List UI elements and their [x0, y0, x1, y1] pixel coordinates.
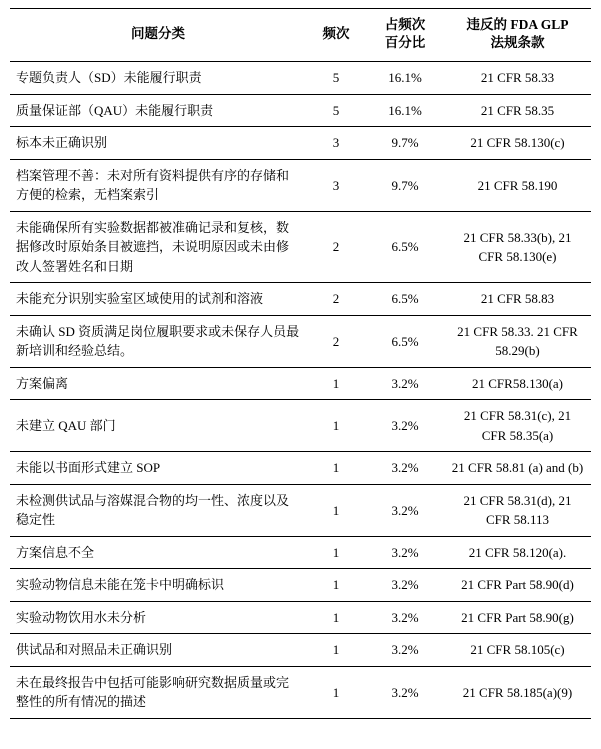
cell-frequency: 3: [306, 159, 366, 211]
table-row: [10, 62, 591, 95]
table-row: [10, 127, 591, 160]
table-row: [10, 666, 591, 718]
cell-percent: 6.5%: [366, 211, 444, 283]
cell-percent: 3.2%: [366, 634, 444, 667]
cell-category: 未检测供试品与溶媒混合物的均一性、浓度以及稳定性: [10, 484, 306, 536]
document-page: [0, 8, 601, 749]
column-header-frequency: 频次: [306, 9, 366, 62]
cell-category: 实验动物饮用水未分析: [10, 601, 306, 634]
table-row: [10, 601, 591, 634]
cell-category: 方案信息不全: [10, 536, 306, 569]
cell-category: 供试品和对照品未正确识别: [10, 634, 306, 667]
table-row: [10, 159, 591, 211]
cell-percent: 3.2%: [366, 400, 444, 452]
table-row: [10, 367, 591, 400]
cell-regulation: 21 CFR Part 58.90(g): [444, 601, 591, 634]
cell-frequency: 3: [306, 127, 366, 160]
table-row: [10, 536, 591, 569]
cell-percent: 6.5%: [366, 315, 444, 367]
column-header-percent-line1: 占频次: [384, 17, 426, 32]
table-row: [10, 452, 591, 485]
cell-percent: 6.5%: [366, 283, 444, 316]
cell-frequency: 1: [306, 634, 366, 667]
cell-category: 档案管理不善：未对所有资料提供有序的存储和方便的检索，无档案索引: [10, 159, 306, 211]
cell-regulation: 21 CFR 58.83: [444, 283, 591, 316]
cell-frequency: 1: [306, 569, 366, 602]
column-header-regulation-line1: 违反的 FDA GLP: [466, 17, 569, 32]
column-header-percent-line2: 百分比: [384, 35, 426, 51]
column-header-regulation: [444, 9, 591, 62]
cell-category: 标本未正确识别: [10, 127, 306, 160]
cell-frequency: 1: [306, 367, 366, 400]
cell-regulation: 21 CFR Part 58.90(d): [444, 569, 591, 602]
column-header-percent: [366, 9, 444, 62]
cell-percent: 3.2%: [366, 452, 444, 485]
cell-category: 未确认 SD 资质满足岗位履职要求或未保存人员最新培训和经验总结。: [10, 315, 306, 367]
table-row: [10, 634, 591, 667]
cell-frequency: 1: [306, 666, 366, 718]
table-row: [10, 315, 591, 367]
cell-category: 未能确保所有实验数据都被准确记录和复核，数据修改时原始条目被遮挡，未说明原因或未由修改人签署姓名和日期: [10, 211, 306, 283]
cell-regulation: 21 CFR 58.31(d), 21 CFR 58.113: [444, 484, 591, 536]
cell-regulation: 21 CFR 58.120(a).: [444, 536, 591, 569]
cell-regulation: 21 CFR 58.33: [444, 62, 591, 95]
cell-frequency: 1: [306, 400, 366, 452]
cell-category: 未能以书面形式建立 SOP: [10, 452, 306, 485]
cell-regulation: 21 CFR 58.130(c): [444, 127, 591, 160]
column-header-regulation-line2: 法规条款: [490, 35, 545, 51]
cell-regulation: 21 CFR 58.31(c), 21 CFR 58.35(a): [444, 400, 591, 452]
cell-percent: 9.7%: [366, 127, 444, 160]
cell-category: 未在最终报告中包括可能影响研究数据质量或完整性的所有情况的描述: [10, 666, 306, 718]
cell-category: 未建立 QAU 部门: [10, 400, 306, 452]
table-row: [10, 484, 591, 536]
cell-frequency: 1: [306, 452, 366, 485]
cell-frequency: 1: [306, 536, 366, 569]
table-body: [10, 62, 591, 719]
cell-percent: 9.7%: [366, 159, 444, 211]
cell-regulation: 21 CFR 58.33(b), 21 CFR 58.130(e): [444, 211, 591, 283]
table-header-row: [10, 9, 591, 62]
cell-category: 专题负责人（SD）未能履行职责: [10, 62, 306, 95]
cell-frequency: 2: [306, 283, 366, 316]
cell-percent: 3.2%: [366, 484, 444, 536]
cell-category: 方案偏离: [10, 367, 306, 400]
cell-percent: 3.2%: [366, 601, 444, 634]
cell-regulation: 21 CFR 58.190: [444, 159, 591, 211]
cell-percent: 16.1%: [366, 62, 444, 95]
cell-frequency: 1: [306, 601, 366, 634]
cell-frequency: 1: [306, 484, 366, 536]
table-row: [10, 94, 591, 127]
table-row: [10, 283, 591, 316]
table-row: [10, 400, 591, 452]
cell-regulation: 21 CFR 58.105(c): [444, 634, 591, 667]
cell-percent: 3.2%: [366, 367, 444, 400]
column-header-category: 问题分类: [10, 9, 306, 62]
cell-category: 实验动物信息未能在笼卡中明确标识: [10, 569, 306, 602]
cell-percent: 3.2%: [366, 536, 444, 569]
cell-regulation: 21 CFR 58.81 (a) and (b): [444, 452, 591, 485]
cell-category: 未能充分识别实验室区域使用的试剂和溶液: [10, 283, 306, 316]
findings-table: [10, 8, 591, 719]
cell-regulation: 21 CFR 58.35: [444, 94, 591, 127]
cell-percent: 16.1%: [366, 94, 444, 127]
table-row: [10, 211, 591, 283]
cell-percent: 3.2%: [366, 666, 444, 718]
cell-frequency: 2: [306, 211, 366, 283]
table-header: [10, 9, 591, 62]
cell-frequency: 5: [306, 94, 366, 127]
cell-frequency: 2: [306, 315, 366, 367]
cell-frequency: 5: [306, 62, 366, 95]
cell-regulation: 21 CFR58.130(a): [444, 367, 591, 400]
cell-category: 质量保证部（QAU）未能履行职责: [10, 94, 306, 127]
cell-percent: 3.2%: [366, 569, 444, 602]
table-row: [10, 569, 591, 602]
cell-regulation: 21 CFR 58.185(a)(9): [444, 666, 591, 718]
cell-regulation: 21 CFR 58.33. 21 CFR 58.29(b): [444, 315, 591, 367]
